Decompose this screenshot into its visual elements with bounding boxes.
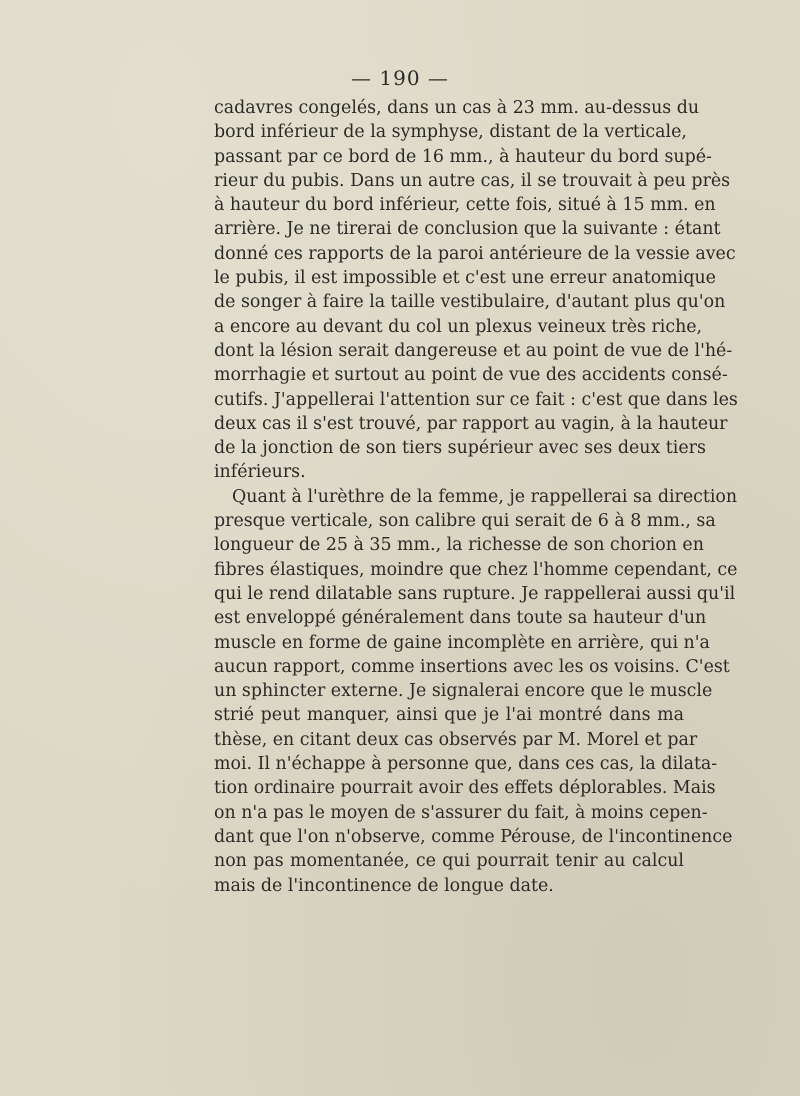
text-line: passant par ce bord de 16 mm., à hauteur du bord supé- [214, 146, 712, 167]
text-line: on n'a pas le moyen de s'assurer du fait, à moins cepen- [214, 802, 708, 823]
text-line: deux cas il s'est trouvé, par rapport au vagin, à la hauteur [214, 413, 728, 434]
text-line: strié peut manquer, ainsi que je l'ai montré dans ma [214, 705, 684, 726]
text-line: dont la lésion serait dangereuse et au point de vue de l'hé- [214, 340, 733, 361]
text-line: longueur de 25 à 35 mm., la richesse de son chorion en [214, 535, 704, 556]
text-line: presque verticale, son calibre qui serait de 6 à 8 mm., sa [214, 511, 716, 532]
text-line: rieur du pubis. Dans un autre cas, il se trouvait à peu près [214, 170, 731, 191]
text-line: mais de l'incontinence de longue date. [214, 875, 554, 896]
text-line: un sphincter externe. Je signalerai encore que le muscle [214, 681, 713, 702]
text-line: est enveloppé généralement dans toute sa hauteur d'un [214, 608, 707, 629]
text-line: fibres élastiques, moindre que chez l'homme cependant, ce [214, 559, 738, 580]
text-line: moi. Il n'échappe à personne que, dans ces cas, la dilata- [214, 754, 718, 775]
text-line: thèse, en citant deux cas observés par M. Morel et par [214, 729, 698, 750]
text-line: morrhagie et surtout au point de vue des accidents consé- [214, 365, 728, 386]
text-line: cutifs. J'appellerai l'attention sur ce fait : c'est que dans les [214, 389, 738, 410]
text-line: dant que l'on n'observe, comme Pérouse, de l'incontinence [214, 826, 733, 847]
text-line: Quant à l'urèthre de la femme, je rappellerai sa direction [232, 486, 738, 507]
text-line: à hauteur du bord inférieur, cette fois, situé à 15 mm. en [214, 195, 716, 216]
body-text [214, 96, 738, 898]
text-line: tion ordinaire pourrait avoir des effets déplorables. Mais [214, 778, 716, 799]
text-line: inférieurs. [214, 462, 306, 483]
text-line: arrière. Je ne tirerai de conclusion que la suivante : étant [214, 219, 721, 240]
text-line: bord inférieur de la symphyse, distant de la verticale, [214, 122, 687, 143]
text-line: aucun rapport, comme insertions avec les os voisins. C'est [214, 656, 730, 677]
text-line: de la jonction de son tiers supérieur avec ses deux tiers [214, 438, 706, 459]
text-line: le pubis, il est impossible et c'est une erreur anatomique [214, 268, 716, 289]
text-line: a encore au devant du col un plexus veineux très riche, [214, 316, 703, 337]
text-line: qui le rend dilatable sans rupture. Je rappellerai aussi qu'il [214, 583, 736, 604]
text-line: non pas momentanée, ce qui pourrait tenir au calcul [214, 851, 684, 872]
page-number: — 190 — [351, 66, 449, 90]
text-line: de songer à faire la taille vestibulaire, d'autant plus qu'on [214, 292, 726, 313]
text-line: muscle en forme de gaine incomplète en arrière, qui n'a [214, 632, 710, 653]
text-line: donné ces rapports de la paroi antérieure de la vessie avec [214, 243, 736, 264]
text-line: cadavres congelés, dans un cas à 23 mm. au-dessus du [214, 98, 700, 118]
